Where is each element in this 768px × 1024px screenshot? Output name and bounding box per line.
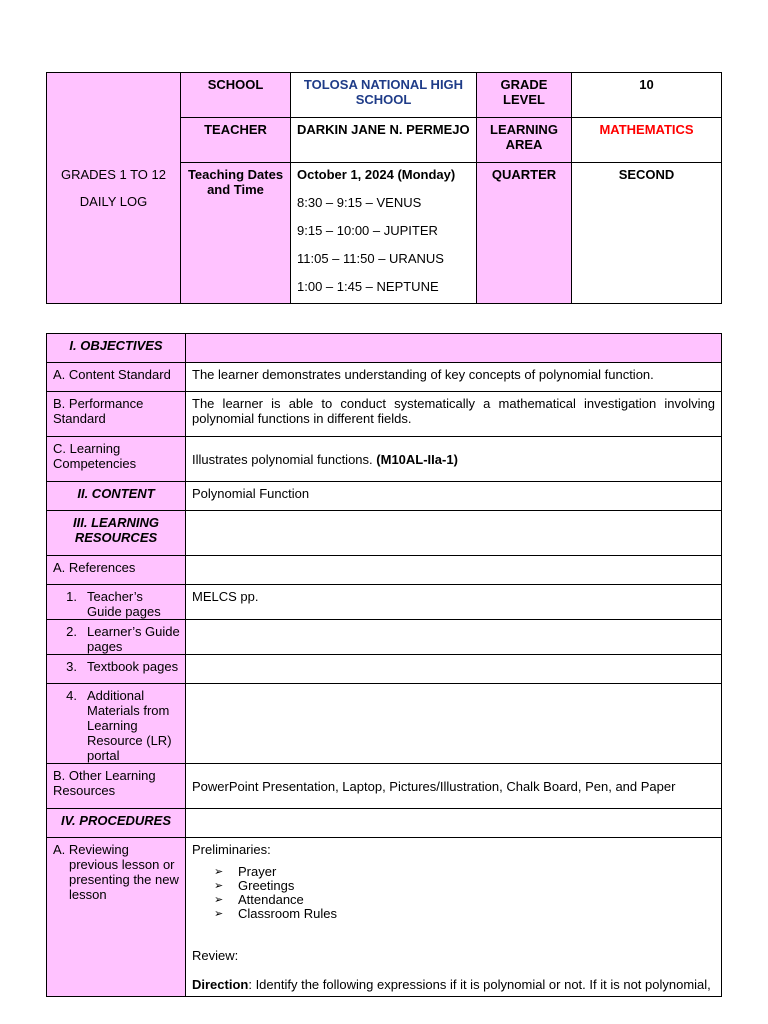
teacher-label: TEACHER (181, 118, 291, 163)
arrowhead-bullet-icon: ➢ (214, 908, 224, 920)
procedures-heading: IV. PROCEDURES (47, 809, 186, 838)
school-label: SCHOOL (181, 73, 291, 118)
content-standard-label: A. Content Standard (47, 363, 186, 392)
arrowhead-bullet-icon: ➢ (214, 866, 224, 878)
procedures-blank (186, 809, 722, 838)
reference-label: Teacher’s Guide pages (87, 589, 161, 619)
grade-level-value: 10 (572, 73, 722, 118)
reference-number: 1. (66, 589, 77, 604)
performance-standard-value: The learner is able to conduct systematically a mathematical investigation involving polynomial functions in different fields. (186, 392, 722, 437)
competency-code: (M10AL-IIa-1) (376, 451, 458, 467)
reference-item-learners-guide (47, 620, 186, 655)
list-item (214, 907, 715, 921)
reference-value (186, 684, 722, 764)
reference-label: Textbook pages (87, 659, 179, 674)
reviewing-label-first-line: A. Reviewing (53, 842, 129, 857)
reference-number: 2. (66, 624, 77, 639)
reference-label: Learner’s Guide pages (87, 624, 180, 654)
learning-resources-blank (186, 511, 722, 556)
daily-log-header-table (46, 72, 722, 304)
preliminaries-list (192, 865, 715, 921)
direction-text: : Identify the following expressions if it is polynomial or not. If it is not polynomial, (248, 977, 711, 992)
lesson-plan-table (46, 333, 722, 997)
reference-item-textbook (47, 655, 186, 684)
objectives-heading-blank (186, 334, 722, 363)
reviewing-lesson-label (47, 838, 186, 997)
reference-number: 4. (66, 688, 77, 703)
schedule-slot: 9:15 – 10:00 – JUPITER (297, 223, 438, 238)
preliminaries-heading: Preliminaries: (192, 842, 271, 857)
reference-value (186, 655, 722, 684)
learning-area-label: LEARNING AREA (477, 118, 572, 163)
teaching-dates-label: Teaching Dates and Time (181, 163, 291, 304)
school-value: TOLOSA NATIONAL HIGH SCHOOL (291, 73, 477, 118)
review-heading: Review: (192, 948, 239, 963)
schedule-slot: 8:30 – 9:15 – VENUS (297, 195, 422, 210)
reviewing-label-rest: previous lesson or presenting the new lesson (69, 857, 179, 902)
other-resources-label: B. Other Learning Resources (47, 764, 186, 809)
teaching-date: October 1, 2024 (Monday) (297, 167, 456, 182)
log-title-line-1: GRADES 1 TO 12 (60, 167, 166, 182)
reference-label: Additional Materials from Learning Resource (LR) portal (87, 688, 172, 763)
reference-item-teachers-guide (47, 585, 186, 620)
list-item (214, 879, 715, 893)
learning-competencies-label: C. Learning Competencies (47, 437, 186, 482)
reference-value (186, 620, 722, 655)
content-heading: II. CONTENT (47, 482, 186, 511)
references-label: A. References (47, 556, 186, 585)
list-item-text: Classroom Rules (238, 906, 337, 921)
references-blank (186, 556, 722, 585)
learning-resources-heading: III. LEARNING RESOURCES (47, 511, 186, 556)
direction-line (192, 977, 715, 992)
schedule-slot: 11:05 – 11:50 – URANUS (297, 251, 444, 266)
arrowhead-bullet-icon: ➢ (214, 894, 224, 906)
direction-label: Direction (192, 977, 249, 992)
reference-item-lr-portal (47, 684, 186, 764)
teaching-schedule (291, 163, 477, 304)
list-item (214, 865, 715, 879)
list-item-text: Greetings (238, 878, 295, 893)
arrowhead-bullet-icon: ➢ (214, 880, 224, 892)
daily-log-title-cell (47, 73, 181, 304)
list-item (214, 893, 715, 907)
content-value: Polynomial Function (186, 482, 722, 511)
reference-number: 3. (66, 659, 77, 674)
grade-level-label: GRADE LEVEL (477, 73, 572, 118)
learning-competencies-value: Illustrates polynomial functions. (192, 451, 373, 467)
quarter-value: SECOND (572, 163, 722, 304)
learning-competencies-cell (186, 437, 722, 482)
reviewing-lesson-content (186, 838, 722, 997)
quarter-label: QUARTER (477, 163, 572, 304)
other-resources-value: PowerPoint Presentation, Laptop, Pictures/Illustration, Chalk Board, Pen, and Paper (186, 764, 722, 809)
log-title-line-2: DAILY LOG (79, 194, 148, 209)
learning-area-value: MATHEMATICS (572, 118, 722, 163)
performance-standard-label: B. Performance Standard (47, 392, 186, 437)
schedule-slot: 1:00 – 1:45 – NEPTUNE (297, 279, 439, 294)
content-standard-value: The learner demonstrates understanding of key concepts of polynomial function. (186, 363, 722, 392)
reference-value: MELCS pp. (186, 585, 722, 620)
objectives-heading: I. OBJECTIVES (47, 334, 186, 363)
list-item-text: Attendance (238, 892, 304, 907)
teacher-value: DARKIN JANE N. PERMEJO (291, 118, 477, 163)
list-item-text: Prayer (238, 864, 277, 879)
